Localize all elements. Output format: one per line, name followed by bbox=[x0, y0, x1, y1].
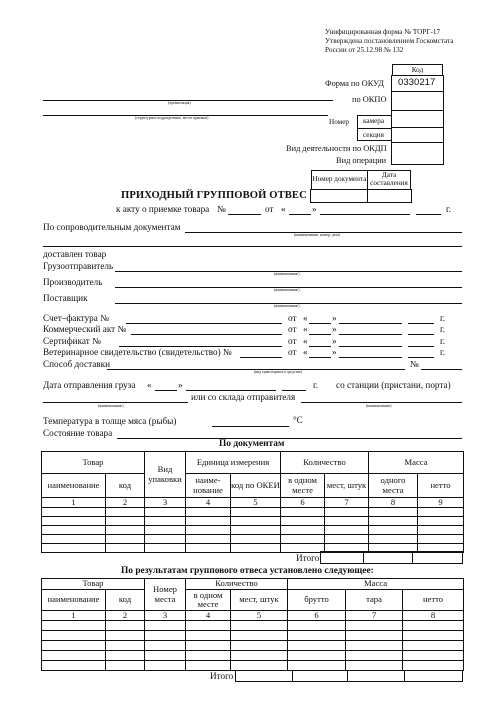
table1-title: По документам bbox=[219, 439, 285, 449]
col-num: 4 bbox=[186, 498, 231, 508]
ship-date-rq: » bbox=[178, 380, 183, 390]
station-caption: (наименование) bbox=[98, 404, 124, 408]
warehouse-name-line[interactable] bbox=[301, 402, 462, 403]
col-num: 1 bbox=[42, 611, 106, 621]
form-header-line3: России от 25.12.98 № 132 bbox=[325, 46, 404, 54]
table2-total-label: Итого bbox=[210, 671, 234, 681]
organization-caption: (организация) bbox=[168, 101, 191, 105]
col-num: 8 bbox=[369, 498, 418, 508]
codes-column bbox=[391, 75, 444, 165]
accompanying-label: По сопроводительным документам bbox=[43, 222, 181, 232]
th2-mass: Масса bbox=[288, 579, 464, 590]
form-header-line1: Унифицированная форма № ТОРГ-17 bbox=[325, 28, 441, 36]
commercial-act-day-line[interactable] bbox=[309, 334, 331, 335]
invoice-g: г. bbox=[440, 313, 446, 323]
invoice-number-line[interactable] bbox=[126, 323, 282, 324]
invoice-day-line[interactable] bbox=[309, 323, 331, 324]
certificate-year-line[interactable] bbox=[408, 346, 434, 347]
accompanying-line-2[interactable] bbox=[43, 246, 462, 247]
col-num: 4 bbox=[186, 611, 231, 621]
col-num: 2 bbox=[106, 611, 145, 621]
table-row[interactable] bbox=[42, 651, 464, 661]
certificate-ot: от bbox=[288, 336, 297, 346]
col-num: 3 bbox=[145, 498, 186, 508]
vet-certificate-lq: « bbox=[303, 347, 308, 357]
subtitle-prefix: к акту о приемке товара bbox=[116, 204, 210, 214]
table1-total-label: Итого bbox=[296, 553, 320, 563]
certificate-label: Сертификат № bbox=[43, 336, 101, 346]
act-year-line[interactable] bbox=[416, 214, 441, 215]
commercial-act-number-line[interactable] bbox=[131, 334, 282, 335]
invoice-month-line[interactable] bbox=[339, 323, 402, 324]
commercial-act-lq: « bbox=[303, 324, 308, 334]
th-tovar: Товар bbox=[42, 452, 145, 474]
commercial-act-g: г. bbox=[440, 324, 446, 334]
doc-date-header: Дата составления bbox=[367, 170, 411, 190]
delivery-method-label: Способ доставки bbox=[43, 359, 111, 369]
condition-line[interactable] bbox=[117, 438, 462, 439]
table2-total-row[interactable] bbox=[235, 670, 463, 682]
table-row[interactable] bbox=[42, 621, 464, 631]
delivery-number-line[interactable] bbox=[421, 369, 462, 370]
invoice-rq: » bbox=[332, 313, 337, 323]
vet-certificate-year-line[interactable] bbox=[408, 357, 434, 358]
table-row[interactable] bbox=[42, 526, 464, 535]
certificate-day-line[interactable] bbox=[309, 346, 331, 347]
act-day-line[interactable] bbox=[289, 214, 311, 215]
table-row[interactable] bbox=[42, 508, 464, 517]
col-num: 7 bbox=[346, 611, 403, 621]
th-one-place: в одном месте bbox=[281, 474, 325, 498]
th-code: код bbox=[106, 474, 145, 498]
vet-certificate-ot: от bbox=[288, 347, 297, 357]
th-name: наименование bbox=[42, 474, 106, 498]
temperature-unit: °С bbox=[293, 415, 303, 425]
subtitle-rq: » bbox=[312, 204, 317, 214]
col-num: 8 bbox=[403, 611, 464, 621]
th2-tovar: Товар bbox=[42, 579, 145, 590]
producer-label: Производитель bbox=[43, 277, 103, 287]
act-month-line[interactable] bbox=[320, 214, 410, 215]
shipper-label: Грузоотправитель bbox=[43, 261, 114, 271]
station-label: со станции (пристани, порта) bbox=[336, 380, 451, 390]
commercial-act-label: Коммерческий акт № bbox=[43, 324, 127, 334]
vet-certificate-rq: » bbox=[332, 347, 337, 357]
commercial-act-ot: от bbox=[288, 324, 297, 334]
accompanying-caption: (наименование, номер, дата) bbox=[294, 233, 341, 237]
subtitle-ot: от bbox=[265, 204, 274, 214]
vet-certificate-month-line[interactable] bbox=[339, 357, 402, 358]
doc-number-date-value[interactable] bbox=[310, 189, 412, 203]
kod-header-cell: Код bbox=[392, 64, 443, 76]
invoice-year-line[interactable] bbox=[408, 323, 434, 324]
col-num: 5 bbox=[231, 498, 281, 508]
ship-day-line[interactable] bbox=[155, 390, 177, 391]
invoice-lq: « bbox=[303, 313, 308, 323]
col-num: 2 bbox=[106, 498, 145, 508]
producer-caption: (наименование) bbox=[274, 288, 300, 292]
th2-name: наименование bbox=[42, 590, 106, 611]
table-row[interactable] bbox=[42, 535, 464, 544]
operation-label: Вид операции bbox=[336, 156, 387, 165]
th-net: нетто bbox=[418, 474, 464, 498]
sekciya-label: секция bbox=[363, 131, 384, 139]
commercial-act-month-line[interactable] bbox=[339, 334, 402, 335]
table1-total-row[interactable] bbox=[320, 551, 463, 564]
col-num: 1 bbox=[42, 498, 106, 508]
delivery-no: № bbox=[410, 359, 419, 369]
station-name-line[interactable] bbox=[43, 402, 188, 403]
documents-table bbox=[41, 451, 464, 553]
commercial-act-year-line[interactable] bbox=[408, 334, 434, 335]
table-row[interactable] bbox=[42, 631, 464, 641]
subdivision-caption: (структурное подразделение, место приемки) bbox=[135, 116, 209, 120]
certificate-g: г. bbox=[440, 336, 446, 346]
vet-certificate-label: Ветеринарное свидетельство (свидетельство) № bbox=[43, 347, 232, 357]
subtitle-lq: « bbox=[281, 204, 286, 214]
th2-qty: Количество bbox=[186, 579, 288, 590]
th-mass: Масса bbox=[369, 452, 464, 474]
subtitle-no: № bbox=[217, 204, 226, 214]
col-num: 7 bbox=[325, 498, 369, 508]
invoice-label: Счет–фактура № bbox=[43, 313, 109, 323]
nomer-label: Номер bbox=[329, 118, 349, 126]
th-places: мест, штук bbox=[325, 474, 369, 498]
invoice-ot: от bbox=[288, 313, 297, 323]
ship-date-g: г. bbox=[313, 380, 319, 390]
temperature-label: Температура в толще мяса (рыбы) bbox=[43, 416, 177, 426]
shipper-caption: (наименование) bbox=[274, 272, 300, 276]
ship-date-lq: « bbox=[147, 380, 152, 390]
th2-tare: тара bbox=[346, 590, 403, 611]
table-row[interactable] bbox=[42, 517, 464, 526]
subtitle-g: г. bbox=[446, 204, 452, 214]
vet-certificate-number-line[interactable] bbox=[240, 357, 282, 358]
act-number-line[interactable] bbox=[228, 214, 261, 215]
certificate-lq: « bbox=[303, 336, 308, 346]
th-okei: код по ОКЕИ bbox=[231, 474, 281, 498]
table2-title: По результатам группового отвеса установлено следующее: bbox=[121, 566, 374, 576]
results-table bbox=[41, 578, 464, 671]
th2-one-place: в одном месте bbox=[186, 590, 231, 611]
th-unit-name: наиме-нование bbox=[186, 474, 231, 498]
delivery-method-caption: (вид транспортного средства) bbox=[254, 370, 302, 374]
th-unit: Единица измерения bbox=[186, 452, 281, 474]
commercial-act-rq: » bbox=[332, 324, 337, 334]
ship-month-line[interactable] bbox=[186, 390, 276, 391]
th2-net: нетто bbox=[403, 590, 464, 611]
form-header-line2: Утверждена постановлением Госкомстата bbox=[325, 37, 454, 45]
or-warehouse-label: или со склада отправителя bbox=[191, 392, 296, 402]
page-title: ПРИХОДНЫЙ ГРУППОВОЙ ОТВЕС bbox=[121, 190, 307, 201]
col-num: 5 bbox=[231, 611, 288, 621]
okdp-label: Вид деятельности по ОКДП bbox=[286, 144, 387, 153]
th2-code: код bbox=[106, 590, 145, 611]
th2-places-num: Номер места bbox=[145, 579, 186, 611]
kamera-label: камера bbox=[363, 117, 385, 125]
th-qty: Количество bbox=[281, 452, 369, 474]
doc-number-header: Номер документа bbox=[311, 170, 368, 190]
supplier-caption: (наименование) bbox=[274, 304, 300, 308]
certificate-rq: » bbox=[332, 336, 337, 346]
vet-certificate-g: г. bbox=[440, 347, 446, 357]
th2-gross: брутто bbox=[288, 590, 346, 611]
delivered-label: доставлен товар bbox=[43, 249, 107, 259]
okpo-label: по ОКПО bbox=[352, 95, 387, 104]
th-vid-upakovki: Вид упаковки bbox=[145, 452, 186, 498]
okud-label: Форма по ОКУД bbox=[325, 79, 384, 88]
warehouse-caption: (наименование) bbox=[366, 404, 392, 408]
col-num: 6 bbox=[288, 611, 346, 621]
temperature-line[interactable] bbox=[212, 426, 289, 427]
th2-places: мест, штук bbox=[231, 590, 288, 611]
col-num: 9 bbox=[418, 498, 464, 508]
th-one: одного места bbox=[369, 474, 418, 498]
ship-date-label: Дата отправления груза bbox=[43, 380, 136, 390]
vet-certificate-day-line[interactable] bbox=[309, 357, 331, 358]
table-row[interactable] bbox=[42, 641, 464, 651]
okud-code-value[interactable]: 0330217 bbox=[398, 77, 436, 88]
supplier-label: Поставщик bbox=[43, 293, 88, 303]
condition-label: Состояние товара bbox=[43, 428, 113, 438]
ship-year-line[interactable] bbox=[282, 390, 306, 391]
certificate-month-line[interactable] bbox=[339, 346, 402, 347]
col-num: 3 bbox=[145, 611, 186, 621]
col-num: 6 bbox=[281, 498, 325, 508]
